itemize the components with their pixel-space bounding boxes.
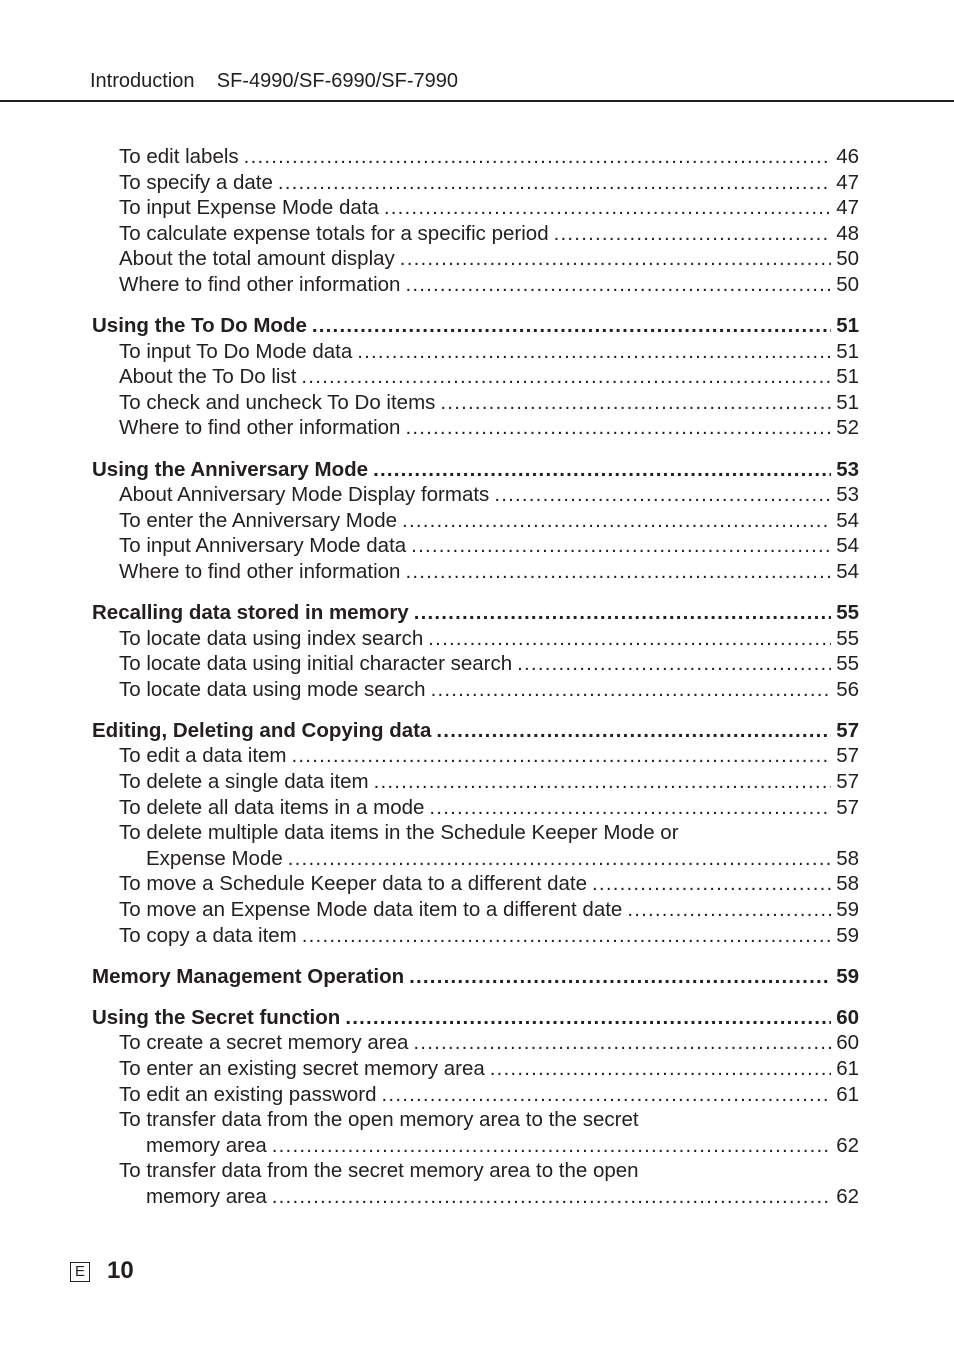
toc-entry	[92, 1184, 859, 1210]
toc-entry-title: To copy a data item	[119, 923, 297, 947]
dot-leader	[301, 364, 831, 390]
header-models: SF-4990/SF-6990/SF-7990	[216, 70, 458, 92]
toc-page-number: 59	[836, 964, 859, 988]
toc-entry-title: memory area	[146, 1133, 267, 1157]
dot-leader	[272, 1133, 831, 1159]
toc-entry	[92, 144, 859, 170]
toc-entry-title: To input Anniversary Mode data	[119, 534, 407, 558]
toc-entry-title: Expense Mode	[146, 846, 283, 870]
toc-section-entry	[92, 457, 859, 483]
toc-entry	[92, 1107, 859, 1133]
language-mark: E	[70, 1262, 90, 1282]
toc-page-number: 54	[836, 508, 859, 532]
toc-entry-title: To edit an existing password	[119, 1082, 377, 1106]
toc-entry-title: Using the Anniversary Mode	[92, 457, 369, 481]
toc-entry-title: Recalling data stored in memory	[92, 601, 409, 624]
toc-entry-title: Editing, Deleting and Copying data	[92, 718, 432, 742]
dot-leader	[554, 221, 832, 247]
toc-page-number: 62	[836, 1133, 859, 1157]
toc-entry-title: memory area	[146, 1184, 267, 1208]
toc-entry	[92, 1158, 859, 1184]
toc-entry	[92, 339, 859, 365]
toc-page-number: 54	[836, 559, 859, 583]
toc-entry-title: About Anniversary Mode Display formats	[119, 483, 490, 507]
toc-entry	[92, 364, 859, 390]
table-of-contents	[92, 144, 859, 1210]
toc-entry-title: To move an Expense Mode data item to a different date	[119, 898, 623, 922]
toc-page-number: 51	[836, 365, 859, 389]
toc-entry-title: To transfer data from the open memory area to the secret	[119, 1108, 639, 1132]
toc-page-number: 55	[836, 652, 859, 676]
toc-entry	[92, 272, 859, 298]
toc-entry	[92, 1056, 859, 1082]
dot-leader	[345, 1005, 831, 1031]
dot-leader	[405, 415, 831, 441]
dot-leader	[357, 339, 831, 365]
toc-entry	[92, 533, 859, 559]
toc-entry-title: Using the Secret function	[92, 1005, 341, 1029]
toc-page-number: 54	[836, 534, 859, 558]
dot-leader	[292, 743, 832, 769]
toc-entry	[92, 1133, 859, 1159]
toc-page-number: 60	[836, 1005, 859, 1029]
toc-page-number: 59	[836, 923, 859, 947]
toc-entry	[92, 795, 859, 821]
dot-leader	[382, 1082, 832, 1108]
toc-page-number: 47	[836, 170, 859, 194]
dot-leader	[402, 508, 831, 534]
toc-page-number: 51	[836, 339, 859, 363]
toc-entry	[92, 559, 859, 585]
toc-page-number: 55	[836, 626, 859, 650]
toc-page-number: 58	[836, 846, 859, 870]
toc-entry	[92, 195, 859, 221]
dot-leader	[428, 626, 831, 652]
toc-entry	[92, 508, 859, 534]
toc-entry-title: To move a Schedule Keeper data to a different date	[119, 872, 588, 896]
toc-entry	[92, 1082, 859, 1108]
toc-entry	[92, 820, 859, 846]
dot-leader	[384, 195, 831, 221]
toc-page-number: 57	[836, 744, 859, 768]
toc-entry-title: To edit labels	[119, 145, 239, 168]
toc-entry-title: To enter the Anniversary Mode	[119, 508, 398, 532]
toc-page-number: 47	[836, 196, 859, 220]
toc-entry	[92, 221, 859, 247]
toc-entry-title: To check and uncheck To Do items	[119, 390, 436, 414]
toc-page-number: 53	[836, 483, 859, 507]
dot-leader	[440, 390, 831, 416]
toc-page-number: 46	[836, 145, 859, 168]
toc-entry-title: To locate data using mode search	[119, 677, 426, 701]
toc-entry-title: To delete a single data item	[119, 770, 369, 794]
dot-leader	[288, 846, 831, 872]
dot-leader	[244, 144, 832, 170]
dot-leader	[405, 559, 831, 585]
toc-entry-title: Where to find other information	[119, 559, 401, 583]
toc-page-number: 56	[836, 677, 859, 701]
toc-entry-title: Where to find other information	[119, 272, 401, 296]
toc-entry	[92, 651, 859, 677]
toc-page-number: 58	[836, 872, 859, 896]
toc-entry	[92, 246, 859, 272]
dot-leader	[400, 246, 831, 272]
toc-page-number: 48	[836, 221, 859, 245]
toc-section-entry	[92, 964, 859, 990]
dot-leader	[272, 1184, 831, 1210]
dot-leader	[411, 533, 831, 559]
toc-entry-title: To calculate expense totals for a specific period	[119, 221, 549, 245]
toc-page-number: 50	[836, 272, 859, 296]
dot-leader	[517, 651, 831, 677]
toc-entry-title: To enter an existing secret memory area	[119, 1057, 485, 1080]
toc-entry	[92, 677, 859, 703]
dot-leader	[413, 1030, 831, 1056]
toc-page-number: 53	[836, 457, 859, 481]
toc-section-entry	[92, 1005, 859, 1031]
header-section: Introduction	[90, 70, 195, 92]
toc-entry	[92, 743, 859, 769]
toc-entry-title: To delete all data items in a mode	[119, 795, 425, 819]
toc-entry-title: To transfer data from the secret memory area to the open	[119, 1159, 639, 1183]
dot-leader	[627, 897, 831, 923]
toc-page-number: 62	[836, 1184, 859, 1208]
running-header	[90, 70, 458, 93]
toc-entry	[92, 415, 859, 441]
toc-entry-title: About the total amount display	[119, 247, 395, 271]
dot-leader	[414, 600, 831, 626]
toc-entry-title: To locate data using index search	[119, 626, 424, 650]
toc-entry-title: About the To Do list	[119, 365, 297, 389]
toc-page-number: 57	[836, 770, 859, 794]
toc-entry	[92, 923, 859, 949]
toc-page-number: 61	[836, 1057, 859, 1080]
toc-entry-title: To input Expense Mode data	[119, 196, 379, 220]
toc-entry-title: To delete multiple data items in the Schedule Keeper Mode or	[119, 821, 679, 845]
dot-leader	[409, 964, 831, 990]
toc-page-number: 51	[836, 390, 859, 414]
toc-entry-title: To input To Do Mode data	[119, 339, 353, 363]
toc-entry	[92, 170, 859, 196]
dot-leader	[494, 482, 831, 508]
toc-entry-title: Using the To Do Mode	[92, 314, 307, 338]
header-rule	[0, 100, 954, 102]
toc-entry	[92, 871, 859, 897]
toc-entry-title: To create a secret memory area	[119, 1031, 409, 1055]
toc-entry	[92, 897, 859, 923]
toc-entry-title: To locate data using initial character search	[119, 652, 513, 676]
toc-page-number: 51	[836, 314, 859, 338]
toc-section-entry	[92, 600, 859, 626]
dot-leader	[302, 923, 831, 949]
toc-page-number: 57	[836, 795, 859, 819]
toc-section-entry	[92, 313, 859, 339]
toc-entry	[92, 390, 859, 416]
toc-entry	[92, 482, 859, 508]
toc-entry	[92, 846, 859, 872]
toc-page-number: 61	[836, 1082, 859, 1106]
toc-section-entry	[92, 718, 859, 744]
toc-entry-title: To edit a data item	[119, 744, 287, 768]
dot-leader	[405, 272, 831, 298]
dot-leader	[373, 457, 831, 483]
toc-entry-title: To specify a date	[119, 170, 273, 194]
dot-leader	[490, 1056, 831, 1082]
dot-leader	[431, 677, 832, 703]
dot-leader	[592, 871, 831, 897]
dot-leader	[429, 795, 831, 821]
toc-page-number: 52	[836, 416, 859, 440]
toc-page-number: 50	[836, 247, 859, 271]
dot-leader	[312, 313, 831, 339]
toc-entry-title: Memory Management Operation	[92, 964, 405, 988]
toc-entry-title: Where to find other information	[119, 416, 401, 440]
toc-entry	[92, 1030, 859, 1056]
dot-leader	[374, 769, 832, 795]
toc-page-number: 57	[836, 718, 859, 742]
toc-page-number: 55	[836, 601, 859, 624]
toc-page-number: 60	[836, 1031, 859, 1055]
page-number: 10	[107, 1257, 134, 1284]
toc-page-number: 59	[836, 898, 859, 922]
toc-entry	[92, 626, 859, 652]
toc-entry	[92, 769, 859, 795]
dot-leader	[278, 170, 831, 196]
dot-leader	[436, 718, 831, 744]
